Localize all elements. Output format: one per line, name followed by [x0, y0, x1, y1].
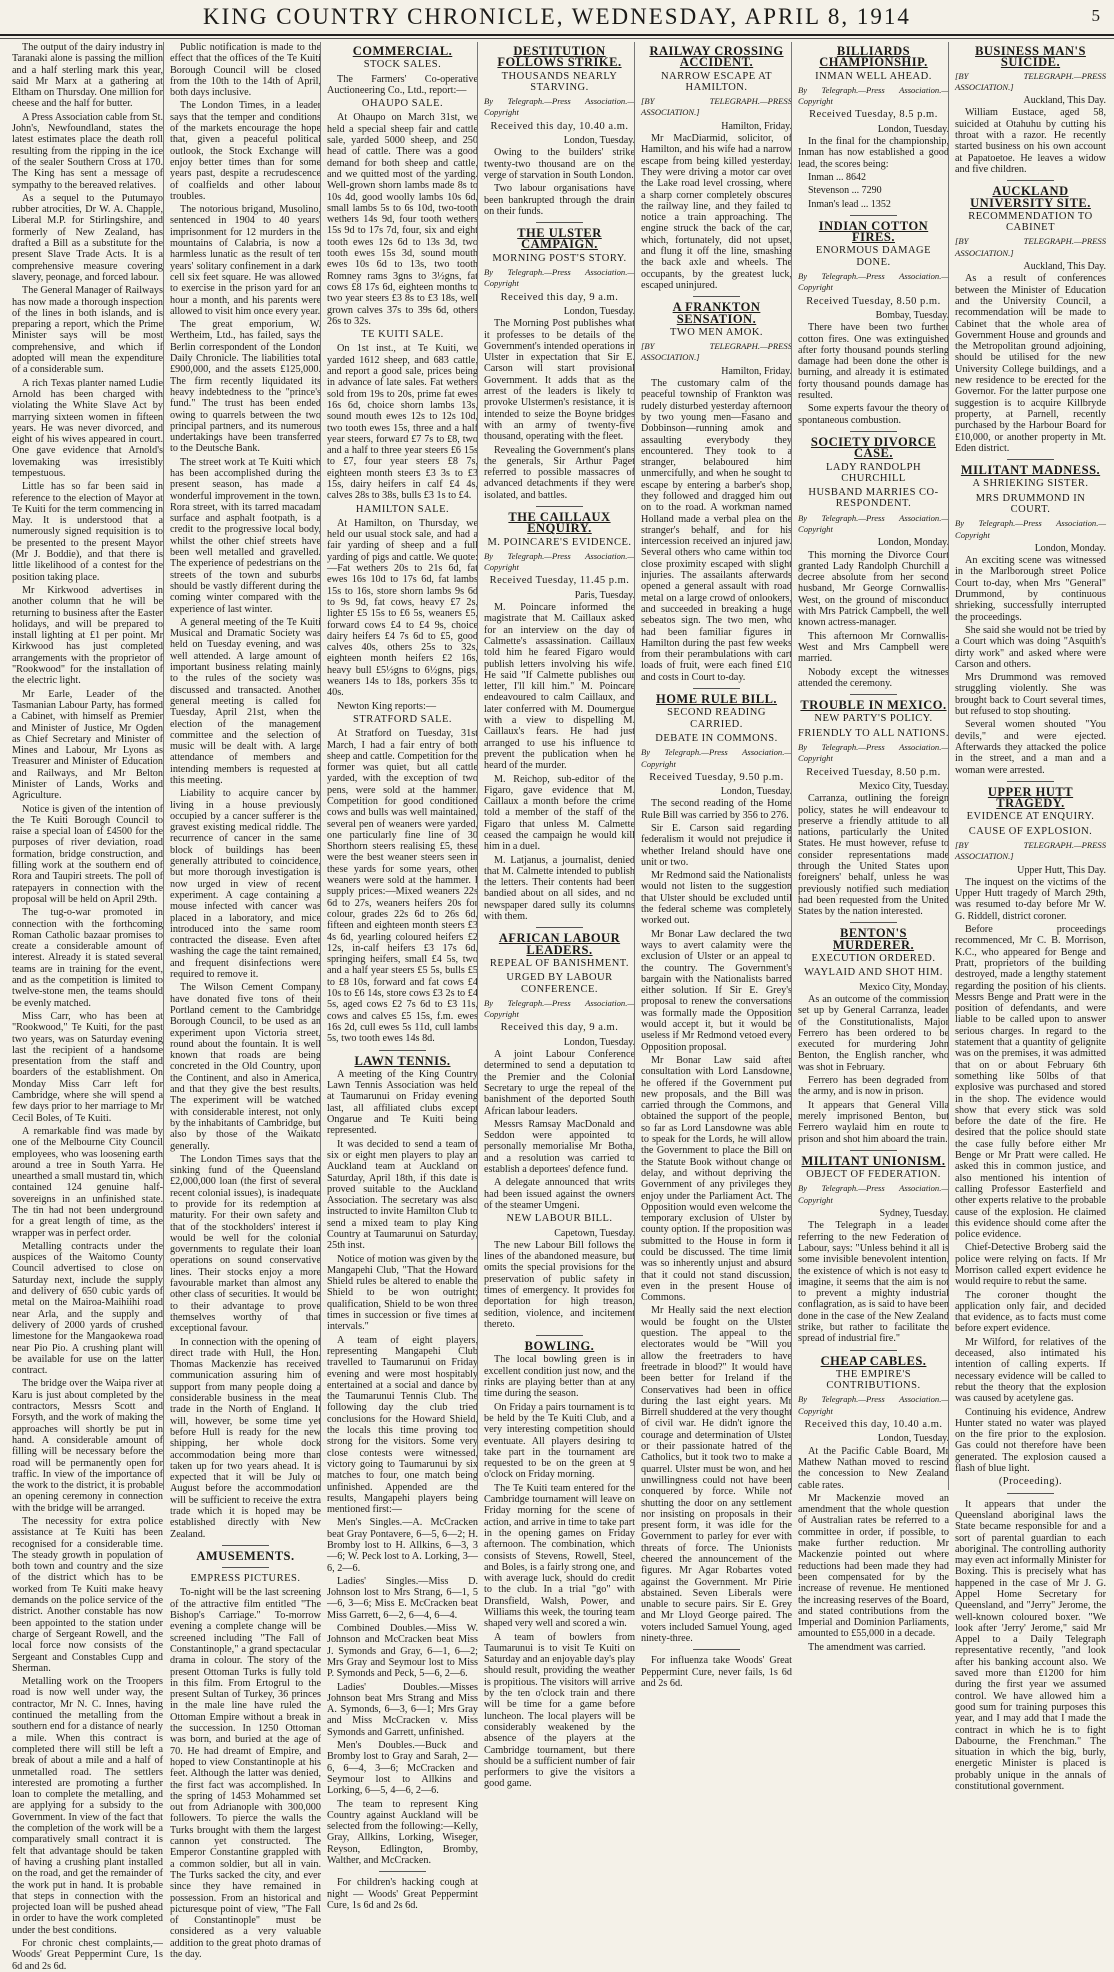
article-paragraph: The tug-o-war promoted in connection with the forthcoming Roman Catholic bazaar promises to create a considerable amount of interest. Already it is stated several teams are in training for the event, and as the competition is limited to twelve-stone men, the teams should be evenly matched. [12, 907, 163, 1009]
article-paragraph: A general meeting of the Te Kuiti Musical and Dramatic Society was held on Tuesday evening, and was well attended. A large amount of important business relating mainly to the rules of the society was discussed and transacted. Another general meeting is called for Tuesday, April 21st, when the election of the management committee and the selection of music will be dealt with. A large attendance of members and intending members is requested at this meeting. [170, 616, 321, 786]
section-subheading: TWO MEN AMOK. [669, 326, 764, 338]
section-subheading: TE KUITI SALE. [361, 329, 444, 341]
byline: [BY TELEGRAPH.—PRESS ASSOCIATION.] [955, 236, 1106, 258]
article-paragraph: William Eustace, aged 58, suicided at Otahuhu by cutting his throat with a razor. He recently started business on his own account at Papatoetoe. He leaves a widow and five children. [955, 107, 1106, 175]
article-paragraph: The team to represent King Country against Auckland will be selected from the following:—Kelly, Gray, Allkins, Lorking, Wiseger, Reyson, Edlington, Bromby, Walther, and McCracken. [327, 1798, 478, 1867]
byline: By Telegraph.—Press Association.—Copyright [641, 747, 792, 769]
section-heading: LAWN TENNIS. [354, 1053, 451, 1068]
article-paragraph: The General Manager of Railways has now made a thorough inspection of the lines in both islands, and is preparing a report, which the Prime Minister says will be most comprehensive, and which if adopted will mean the expenditure of a considerable sum. [12, 285, 163, 376]
dateline: Sydney, Tuesday. [879, 1208, 949, 1220]
article-paragraph: It was decided to send a team of six or eight men players to play an Auckland team at Auckland on Saturday, April 18th, if this date is proved suitable to the Auckland Association. The secretary was also instructed to invite Hamilton Club to send a mixed team to play King Country at Taumarunui on Saturday, 25th inst. [327, 1138, 478, 1252]
section-rule [1007, 459, 1054, 460]
article-paragraph: It appears that under the Queensland aboriginal laws the State became responsible for and a sort of parental guardian to each aboriginal. The controlling authority may even act informally Minister for Boxing. This is precisely what has happened in the case of Mr J. G. Appel Home Secretary for Queensland, and "Jerry" Jerome, the well-known coloured boxer. "We look after 'Jerry' Jerome," said Mr Appel to a Daily Telegraph representative recently, "and look after his banking account also. We saved more than £1200 for him during the first year we assumed control. We have allowed him a good sum for training purposes this year, and I may add that I made the contract in which he is to fight Dabourne, the Frenchman." The situation in which the big, burly, energetic Minister is placed is probably unique in the annals of constitutional government. [955, 1498, 1106, 1793]
article-paragraph: The London Times says that the sinking fund of the Queensland £2,000,000 loan (the first of several recent colonial issues), is inadequate to provide for its redemption at maturity. For their own safety and that of the stockholders' interest it would be well for the colonial governments to regulate their loan operations on sound conservative lines. Their stocks enjoy a more favourable market than almost any other class of securities. It would be to their advantage to prove themselves worthy of that exceptional favour. [170, 1153, 321, 1335]
article-paragraph: Mr Redmond said the Nationalists would not listen to the suggestion that Ulster should be excluded until the federal scheme was completely worked out. [641, 870, 792, 927]
article-paragraph: Chief-Detective Broberg said the police were relying on facts. If Mr Morrison called expert evidence he would require to rebut the same. [955, 1242, 1106, 1288]
article-paragraph: Mr MacDiarmid, solicitor, of Hamilton, and his wife had a narrow escape from being killed yesterday. They were driving a motor car over the Lake road level crossing, where a sharp corner completely obscures the railway line, and they failed to notice a train approaching. The engine struck the back of the car, which, fortunately, did not upset, and flung it off the line, smashing the back axle and wheels. The occupants, by the greatest luck, escaped uninjured. [641, 133, 792, 291]
article-paragraph: Little has so far been said in reference to the election of Mayor at Te Kuiti for the term commencing in May. It is understood that a numerously signed requisition is to be presented to the present Mayor (Mr J. Boddie), and that there is little likelihood of a contest for the position taking place. [12, 481, 163, 583]
byline: [BY TELEGRAPH.—PRESS ASSOCIATION.] [955, 840, 1106, 862]
byline: [BY TELEGRAPH.—PRESS ASSOCIATION.] [641, 96, 792, 118]
article-paragraph: At the Pacific Cable Board, Mr Mathew Nathan moved to rescind the concession to New Zealand cable rates. [798, 1445, 949, 1491]
article-paragraph: Liability to acquire cancer by living in a house previously occupied by a cancer sufferer is the gravest existing medical riddle. The recurrence of cancer in the same block of buildings has been generally attributed to coincidence, but more thorough investigation is now urged in view of recent experiment. A cage containing a mouse infected with cancer was placed in a laboratory, and mice introduced into the same room contracted the disease. Even after washing the cage the taint remained, and frequent disinfections were required to remove it. [170, 788, 321, 981]
article-paragraph: Sir E. Carson said regarding federalism it would not prejudice it whether Ireland should have one unit or two. [641, 823, 792, 868]
byline: By Telegraph.—Press Association.—Copyright [484, 96, 635, 118]
section-heading: DESTITUTION FOLLOWS STRIKE. [497, 44, 622, 70]
section-subheading: ENORMOUS DAMAGE DONE. [815, 245, 932, 268]
article-paragraph: Miss Carr, who has been at "Rookwood," Te Kuiti, for the past two years, was on Saturday evening last the recipient of a handsome presentation from the staff and boarders of the establishment. On Monday Miss Carr left for Cambridge, where she will spend a few days prior to her marriage to Mr Cecil Boles, of Te Kuiti. [12, 1010, 163, 1124]
article-paragraph: Revealing the Government's plans the generals, Sir Arthur Paget referred to possible massacres of advanced detachments if they were isolated, and battles. [484, 444, 635, 501]
section-heading: BILLIARDS CHAMPIONSHIP. [819, 44, 928, 70]
byline: By Telegraph.—Press Association.—Copyright [798, 512, 949, 534]
dateline: London, Tuesday. [563, 305, 635, 317]
section-subheading: NARROW ESCAPE AT HAMILTON. [660, 70, 773, 93]
dateline: Auckland, This Day. [1023, 261, 1106, 273]
article-paragraph: The customary calm of the peaceful township of Frankton was rudely disturbed yesterday afternoon by two young men—Fasano and Dobbinson—running amok and assaulting everybody they encountered. They took to a stranger, belaboured him unmercifully, and when he sought to escape by entering a barber's shop, they followed and dragged him out on to the road. A workman named Holland made a verbal plea on the stranger's behalf, and for his intercession received an injured jaw. Several others who came within too close proximity escaped with slight injuries. The assailants afterwards opened a general assault with road metal on a large crowd of onlookers, and succeeded in breaking a huge sebeatos sign. The two men, who had been familiar figures in Hamilton during the past few weeks from their perambulations with cart loads of fruit, were each fined £10 and costs in Court to-day. [641, 378, 792, 683]
section-subheading: THE EMPIRE'S CONTRIBUTIONS. [826, 1368, 921, 1392]
article-paragraph: M. Latjanus, a journalist, denied that M. Calmette intended to publish the letters. Their contents had been bandied about on all sides, and no newspaper dared sully its columns with them. [484, 854, 635, 923]
section-rule [693, 688, 740, 689]
article-paragraph: Some experts favour the theory of spontaneous combustion. [798, 403, 949, 426]
advertisement-line: For influenza take Woods' Great Peppermint Cure, never fails, 1s 6d and 2s 6d. [641, 1655, 792, 1689]
section-subheading: REPEAL OF BANISHMENT. [489, 957, 630, 969]
article-paragraph: The necessity for extra police assistance at Te Kuiti has been recognised for a considerable time. The steady growth in population of both town and country and the size of the district which has to be worked from Te Kuiti make heavy demands on the police service of the district. Another constable has now been appointed to the station under charge of Sergeant Rowell, and the local force now consists of the Sergeant and Constables Cupp and Sherman. [12, 1516, 163, 1674]
section-rule [379, 1871, 426, 1872]
section-subheading: FRIENDLY TO ALL NATIONS. [798, 727, 949, 739]
section-rule [1007, 781, 1054, 782]
section-subheading: STOCK SALES. [363, 59, 442, 71]
article-paragraph: Men's Doubles.—Buck and Bromby lost to Gray and Sarah, 2—6, 6—4, 3—6; McCracken and Seymour lost to Allkins and Lorking, 6—5, 4—6, 2—6. [327, 1740, 478, 1797]
article-paragraph: Before proceedings recommenced, Mr C. B. Morrison, K.C., who appeared for Benge and Pratt, proprietors of the building destroyed, made a lengthy statement regarding the position of his clients. Messrs Benge and Pratt were in the position of defendants, and were liable to be called upon to answer serious charges. In regard to the statement that a quantity of gelignite was on the premises, it was admitted that on or about February 6th something like 50lbs of that explosive was purchased and stored in the shop. The evidence would show that every stick was sold before the date of the fire. He desired that the police should state the case fully before either Mr Benge or Mr Pratt were called. He asked this in common justice, and also mentioned his intention of calling Professor Easterfield and other experts relative to the probable cause of the explosion. He claimed this evidence should come after the police evidence. [955, 924, 1106, 1241]
article-paragraph: The bridge over the Waipa river at Karu is just about completed by the contractors, Messrs Scott and Forsyth, and the work of making the approaches will shortly be put in hand. A considerable amount of filling will be necessary before the road will be permanently open for traffic. In view of the importance of the work to the district, it is probable an opening ceremony in connection with the bridge will be arranged. [12, 1378, 163, 1514]
score-line: Stevenson ... 7290 [808, 185, 882, 197]
article-paragraph: This morning the Divorce Court granted Lady Randolph Churchill a decree absolute from her second husband, Mr George Cornwallis-West, on the ground of misconduct with Mrs Patrick Campbell, the well known actress-manager. [798, 549, 949, 629]
advertisement-line: For chronic chest complaints,— Woods' Great Peppermint Cure, 1s 6d and 2s 6d. [12, 1937, 163, 1972]
newspaper-title: KING COUNTRY CHRONICLE, WEDNESDAY, APRIL 8, 1914 [203, 4, 911, 29]
article-paragraph: There have been two further cotton fires. One was extinguished after forty thousand pounds sterling damage had been done the other is burning, and already it is estimated forty thousand pounds damage has resulted. [798, 322, 949, 402]
byline: By Telegraph.—Press Association.—Copyright [484, 550, 635, 573]
byline: [BY TELEGRAPH.—PRESS ASSOCIATION.] [955, 70, 1106, 92]
section-subheading: URGED BY LABOUR CONFERENCE. [506, 972, 613, 995]
byline: By Telegraph.—Press Association.—Copyright [798, 1394, 949, 1416]
article-paragraph: At Stratford on Tuesday, 31st March, I had a fair entry of both sheep and cattle. Competition for the former was quiet, but all cattle yarded, with the exception of two pens, were sold at the hammer. Competition for good conditioned cows and bulls was well maintained, several pen of weaners were yarded, one particularly fine line of 30 Shorthorn steers realising £5, these were the best weaner steers seen in these yards for some years, other weaners were sold at the hammer. I supply prices:—Mixed weaners 22s 6d to 27s, weaners heifers 20s for colour, grades 22s 6d to 26s 6d, fifteen and eighteen month steers £3 4s 6d, yearling coloured heifers £2 12s, in-calf heifers £3 17s 6d, springing heifers, small £4 5s, two and a half year steers £5 5s, bulls £5 to £8 10s, forward and fat cows £4 10s to £6 14s, store cows £3 2s to £4 5s, aged cows £2 7s 6d to £3 11s, cows and calves £5 15s, f.m. ewes 16s 2d, cull ewes 5s 11d, cull lambs 5s, two tooth ewes 14s 8d. [327, 728, 478, 1045]
article-paragraph: Several women shouted "You devils," and were ejected. Afterwards they attacked the police in the street, and a man and a woman were arrested. [955, 719, 1106, 776]
score-line: Inman ... 8642 [808, 171, 867, 183]
section-subheading: OBJECT OF FEDERATION. [806, 1169, 941, 1181]
article-paragraph: Mr Bonar Law declared the two ways to avert calamity were the exclusion of Ulster or an appeal to the country. The Government's bargain with the Nationalists barred either solution. If Sir E. Grey's proposal to renew the conversations was formally made the Opposition would accept it, but it would be useless if Mr Redmond vetoed every Opposition proposal. [641, 928, 792, 1053]
article-paragraph: Mr Heally said the next election would be fought on the Ulster question. The appeal to the electorates would be "Will you allow the freetraders to have freetrade in blood?" It would have been better for Ireland if the Conservatives had been in office during the last eight years. Mr Birrell shuddered at the very thought of civil war. He didn't ignore the courage and determination of Ulster or their passionate hatred of the Catholics, but it took two to make a quarrel. Ulster must be won, and her unwillingness could not have been conquered by force. While not shutting the door on any settlement nor insisting on proposals in their present form, it was idle for the Government to parley for ever with threats of force. The Unionists cheered the announcement of the figures. Mr Agar Robartes voted against the Government. Mr Pirie abstained. Seven Liberals were unable to secure pairs. Sir E. Grey and Mr Lloyd George paired. The voters included Samuel Young, aged ninety-three. [641, 1305, 792, 1645]
section-subheading: LADY RANDOLPH CHURCHILL [825, 461, 922, 484]
article-paragraph: The street work at Te Kuiti which has been accomplished during the present season, has made a wonderful improvement in the town. Rora street, with its tarred macadam surface and asphalt footpath, is a credit to the progressive local body, whilst the other chief streets have been well metalled and gravelled. The experience of pedestrians on the streets of the town and suburbs should be vastly different during the coming winter compared with the experience of last winter. [170, 456, 321, 615]
article-paragraph: A rich Texas planter named Ludie Arnold has been charged with violating the White Slave Act by marrying sixteen women in fifteen years. He was never divorced, and eight of his wives appeared in court. One gave evidence that Arnold's lovemaking was irresistibly tempestuous. [12, 377, 163, 479]
page-number: 5 [1091, 6, 1100, 25]
byline: By Telegraph.—Press Association.—Copyright [484, 997, 635, 1020]
article-paragraph: The London Times, in a leader says that the temper and conditions of the markets encourage the hope that, given a peaceful political outlook, the Stock Exchange will enjoy better times than for some years past, despite a recrudescence of coalfields and other labour troubles. [170, 100, 321, 202]
byline: By Telegraph.—Press Association.—Copyright [798, 271, 949, 293]
article-paragraph: The coroner thought the application only fair, and decided that evidence, as to facts must come before expert evidence. [955, 1289, 1106, 1335]
article-paragraph: Continuing his evidence, Andrew Hunter stated no water was played on the fire prior to the explosion. Gas could not therefore have been generated. The explosion caused a flash of blue light. [955, 1406, 1106, 1475]
section-heading: MILITANT UNIONISM. [801, 1153, 946, 1168]
article-paragraph: Men's Singles.—A. McCracken beat Gray Pontavere, 6—5, 6—2; H. Bromby lost to H. Allkins, 6—3, 3—6; W. Peck lost to A. Lorking, 3—6, 2—6. [327, 1517, 478, 1574]
section-rule [850, 1350, 897, 1351]
article-paragraph: A delegate announced that writs had been issued against the owners of the steamer Umgeni. [484, 1177, 635, 1211]
masthead-rule [0, 38, 1114, 39]
section-subheading: OHAUPO SALE. [361, 98, 444, 110]
section-rule [379, 1050, 426, 1051]
score-line: Inman's lead ... 1352 [808, 198, 891, 210]
section-rule [693, 296, 740, 297]
article-paragraph: The Wilson Cement Company have donated five tons of their Portland cement to the Cambridge Borough Council, to be used as an experiment upon Victoria street, round about the fountain. It is well known that roads are being concreted in the Old Country, upon the Continent, and also in America, and that they give the best results. The experiment will be watched with considerable interest, not only by the inhabitants of Cambridge, but also by those of the Waikato generally. [170, 982, 321, 1152]
dateline: London, Tuesday. [877, 123, 949, 135]
dateline: Capetown, Tuesday. [554, 1227, 635, 1239]
column-7 [948, 42, 1112, 1793]
section-heading: CHEAP CABLES. [820, 1353, 927, 1368]
section-heading: AUCKLAND UNIVERSITY SITE. [970, 184, 1091, 210]
section-rule [850, 922, 897, 923]
masthead [0, 0, 1114, 36]
section-subheading: CAUSE OF EXPLOSION. [968, 825, 1093, 837]
section-subheading: MRS DRUMMOND IN COURT. [975, 492, 1086, 515]
article-paragraph: A team of bowlers from Taumarunui is to visit Te Kuiti on Saturday and an enjoyable day's play should result, providing the weather is propitious. The visitors will arrive by the ten o'clock train and there will be time for a game before luncheon. The local players will be considerably weakened by the absence of the players at the Cambridge tournament, but there should be a sufficient number of fair performers to give the visitors a good game. [484, 1631, 635, 1790]
article-paragraph: M. Reichop, sub-editor of the Figaro, gave evidence that M. Caillaux a month before the crime told a member of the staff of the Figaro that unless M. Calmette ceased the campaign he would kill him in a duel. [484, 773, 635, 853]
section-subheading: EXECUTION ORDERED. [811, 953, 936, 965]
article-paragraph: The second reading of the Home Rule Bill was carried by 356 to 276. [641, 798, 792, 821]
dateline: Hamilton, Friday. [721, 365, 792, 377]
section-rule [222, 1567, 269, 1568]
article-paragraph: A team of eight players, representing Mangapehi Club travelled to Taumarunui on Friday evening and were most hospitably entertained at a social and dance by the Taumarunui Tennis Club. The following day the club tried conclusions for the Howard Shield, the locals this time proving too strong for the visitors. Some very close contests were witnessed, victory going to Taumarunui by six matches to four, one match being unfinished. Appended are the results, Mangapehi players being mentioned first:— [327, 1334, 478, 1516]
article-paragraph: The Telegraph in a leader referring to the new Federation of Labour, says: "Unless behind it all is some invisible benevolent intention, the existence of which is not easy to imagine, it seems that the aim is not to prevent a mighty industrial conflagration, as is said to have been done in the case of the New Zealand strike, but rather to facilitate the spread of industrial fire." [798, 1220, 949, 1345]
article-paragraph: At Hamilton, on Thursday, we held our usual stock sale, and had a fair yarding of sheep and a full yarding of pigs and cattle. We quote:—Fat wethers 20s to 21s 6d, fat ewes 16s 10d to 17s 6d, fat lambs 15s to 16s, store shorn lambs 9s 6d to 9s 9d, fat cows, heavy £7 2s, lighter £5 15s to £6 5s, weaners £5, forward cows £4 to £4 9s, choice dairy heifers £4 7s 6d to £5, good calves 40s, others 25s to 32s, eighteen month heifers £2 16s, heavy bull £5½gns to 6½gns, pigs, weaners 14s to 18s, porkers 35s to 40s. [327, 517, 478, 699]
section-subheading: WAYLAID AND SHOT HIM. [804, 967, 943, 979]
section-rule [850, 215, 897, 216]
section-rule [850, 431, 897, 432]
received-line: Received this day, 9 a.m. [500, 291, 619, 303]
article-paragraph: As an outcome of the commission set up by General Carranza, leader of the Constitutionalists, Major Ferrero has been ordered to be executed for murdering John Benton, the English rancher, who was shot in February. [798, 993, 949, 1073]
article-paragraph: As a result of conferences between the Minister of Education and the University Council, a recommendation will be made to Cabinet that the whole area of Government House and grounds and the Metropolitan ground adjoining, should be utilised for the new University College buildings, and a new residence to be erected for the Governor. For the latter purpose one suggestion is to acquire Killbryde property, at Parnell, recently purchased by the Harbour Board for £10,000, or another property in Mt. Eden district. [955, 273, 1106, 454]
section-subheading: STRATFORD SALE. [352, 713, 453, 725]
dateline: Upper Hutt, This Day. [1017, 864, 1106, 876]
byline: By Telegraph.—Press Association.—Copyright [484, 267, 635, 289]
article-paragraph: In connection with the opening of direct trade with Hull, the Hon. Thomas Mackenzie has received communication assuring him of support from many people doing a considerable business in the meat trade in the North of England. It will, however, be some time yet before Hull is ready for the new shipping, her whole dock accommodation being more than taken up for two years ahead. It is expected that it will be July or August before the accommodation will be sufficient to receive the extra trade which it is hoped may be established directly with New Zealand. [170, 1336, 321, 1540]
article-paragraph: To-night will be the last screening of the attractive film entitled "The Bishop's Carriage." To-morrow evening a complete change will be screened including "The Fall of Constantinople," a grand spectacular drama in colour. The story of the present Ottoman Turks is fully told in this film. From Ertogrul to the present Sultan of Turkey, 36 princes in the male line have ruled the Ottoman Empire without a break in the succession. In 1250 Ottoman was born, and buried at the age of 70. He had dreamt of Empire, and hoped to view Constantinople at his feet. Although the latter was denied, the first fact was accomplished. In the spring of 1453 Mohammed set out from Adrianople with 300,000 followers. To pierce the walls the Turks brought with them the largest cannon yet constructed. The Emperor Constantine grappled with a common soldier, but all in vain. The Turks sacked the city, and ever since they have remained in possession. From an historical and picturesque point of view, "The Fall of Constantinople" must be considered as a very valuable addition to the great photo dramas of the day. [170, 1587, 321, 1960]
article-paragraph: The great emporium, W. Wertheim, Ltd., has failed, says the Berlin correspondent of the London Daily Chronicle. The liabilities total £900,000, and the assets £125,000. The firm recently liquidated its heavy indebtedness to the "prince's fund." The trust has been ended owing to quarrels between the two principal partners, and its numerous undertakings have been transferred to the Deutsche Bank. [170, 319, 321, 455]
article-paragraph: The notorious brigand, Musolino, sentenced in 1904 to 40 years' imprisonment for 12 murders in the mountains of Calabria, is now a harmless lunatic as the result of ten years' solitary confinement in a dark cell six feet square. He was allowed to exercise in the prison yard for an hour a month, and his parents were allowed to visit him once every year. [170, 204, 321, 317]
article-paragraph: Combined Doubles.—Miss W. Johnson and McCracken beat Miss J. Symonds and Gray, 6—1, 6—2; Mrs Gray and Seymour lost to Miss P. Symonds and Peck, 5—6, 2—6. [327, 1623, 478, 1680]
article-paragraph: A joint Labour Conference determined to send a deputation to the Premier and the Colonial Secretary to urge the repeal of the banishment of the deported South African labour leaders. [484, 1049, 635, 1117]
article-paragraph: As a sequel to the Putumayo rubber atrocities, Dr W. A. Chapple, Liberal M.P. for Stirlingshire, and formerly of New Zealand, has drafted a Bill as a substitute for the present Slave Trade Acts. It is a comprehensive measure covering slavery, peonage, and forced labour. [12, 192, 163, 283]
byline: [BY TELEGRAPH.—PRESS ASSOCIATION.] [641, 341, 792, 363]
section-subheading: EMPRESS PICTURES. [190, 1573, 301, 1585]
section-subheading: MORNING POST'S STORY. [492, 252, 627, 264]
dateline: Mexico City, Monday. [859, 981, 949, 993]
article-paragraph: This afternoon Mr Cornwallis-West and Mrs Campbell were married. [798, 630, 949, 665]
dateline: London, Tuesday. [563, 135, 635, 147]
received-line: Received this day, 10.40 a.m. [490, 120, 629, 132]
received-line: Received this day, 9 a.m. [500, 1022, 619, 1034]
article-paragraph: Public notification is made to the effect that the offices of the Te Kuiti Borough Council will be closed from the 10th to the 14th of April, both days inclusive. [170, 42, 321, 99]
article-paragraph: Metalling work on the Troopers road is now well under way, the contractor, Mr N. C. Innes, having continued the metalling from the southern end for a distance of nearly a mile. When this contract is completed there will still be left a break of about a mile and a half of unmetalled road. The settlers interested are promoting a further loan to complete the metalling, and are applying for a subsidy to the Government. In view of the fact that the completion of the work will be a comparatively small contract it is felt that advantage should be taken of having a crushing plant installed on the road, and get the remainder of the work put in hand. It is probable that steps in connection with the projected loan will be pushed ahead in order to have the work completed under the best conditions. [12, 1676, 163, 1936]
article-paragraph: Metalling contracts under the auspices of the Waitomo County Council advertised to close on Saturday next, include the supply and delivery of 650 cubic yards of metal on the Mairoa-Maihiihi road near Arla, and the supply and delivery of 2000 yards of crushed limestone for the Mangaokewa road near Pio Pio. A crushing plant will be available for use on the latter contract. [12, 1240, 163, 1377]
section-rule [693, 1649, 740, 1650]
article-paragraph: At Ohaupo on March 31st, we held a special sheep fair and cattle sale, yarded 5000 sheep, and 250 head of cattle. There was a good demand for both sheep and cattle, and we quitted most of the yarding. Well-grown shorn lambs made 8s to 10s 4d, good woolly lambs 10s 6d, small lambs 5s to 6s 10d, two-tooth wethers 14s 9d, four tooth wethers 15s 9d to 17s 7d, four, six and eight tooth ewes 12s 6d to 13s 3d, two tooth ewes 15s 3d, sound mouth ewes 10s 6d to 13s, two tooth Romney rams 3gns to 3½gns, fat cows £8 17s 6d, eighteen months to two year steers £3 8s to £3 18s, well grown calves 37s to 39s 6d, others 26s to 32s. [327, 112, 478, 327]
received-line: Received Tuesday, 8.50 p.m. [806, 295, 941, 307]
column-3 [320, 42, 484, 1911]
section-subheading: HAMILTON SALE. [355, 503, 450, 515]
column-2 [163, 42, 327, 1960]
section-subheading: DEBATE IN COMMONS. [655, 732, 778, 744]
article-paragraph: The inquest on the victims of the Upper Hutt tragedy of March 29th, was resumed to-day before Mr W. G. Riddell, district coroner. [955, 876, 1106, 922]
section-subheading: INMAN WELL AHEAD. [815, 70, 932, 82]
section-heading: TROUBLE IN MEXICO. [800, 698, 947, 713]
article-paragraph: Mr Wilford, for relatives of the deceased, also intimated his intention of calling experts. If necessary evidence will be called to rebut the theory that the explosion was caused by acetylene gas. [955, 1336, 1106, 1405]
article-paragraph: Mr Earle, Leader of the Tasmanian Labour Party, has formed a Cabinet, with himself as Premier and Minister of Justice, Mr Ogden as Chief Secretary and Minister of Mines and Labour, Mr Lyons as Treasurer and Minister of Education and Railways, and Mr Belton Minister of Lands, Works and Agriculture. [12, 688, 163, 802]
article-paragraph: Mr Mackenzie moved an amendment that the whole question of Australian rates be referred to a committee in order, if possible, to make further reduction. Mr Mackenzie pointed out where reductions had been made they had been compensated for by the increase of revenue. He mentioned the increasing reserves of the Board, and stated contributions from the Imperial and Dominion Parliaments, amounted to £55,000 in a decade. [798, 1492, 949, 1640]
section-heading: COMMERCIAL. [352, 44, 453, 58]
section-rule [536, 927, 583, 928]
byline: By Telegraph.—Press Association.—Copyright [798, 742, 949, 764]
article-paragraph: The new Labour Bill follows the lines of the abandoned measure, but omits the special provisions for the preservation of public safety in times of emergency. It provides for deportation for high treason, sedition, violence, and incitement thereto. [484, 1239, 635, 1330]
received-line: Received this day, 10.40 a.m. [804, 1419, 943, 1431]
dateline: London, Tuesday. [877, 1433, 949, 1445]
section-heading: BENTON'S MURDERER. [832, 926, 915, 952]
section-rule [222, 1545, 269, 1546]
section-heading: BOWLING. [524, 1339, 595, 1354]
dateline: Mexico City, Tuesday. [859, 780, 949, 792]
article-paragraph: Messrs Ramsay MacDonald and Seddon were appointed to personally memorialise Mr Botha, and a resolution was carried to establish a deportees' defence fund. [484, 1118, 635, 1176]
section-heading: BUSINESS MAN'S SUICIDE. [975, 44, 1086, 70]
section-heading: AMUSEMENTS. [196, 1548, 295, 1563]
received-line: Received Tuesday, 9.50 p.m. [649, 771, 784, 783]
article-paragraph: Carranza, outlining the foreign policy, states he will endeavour to preserve a friendly attitude to all nations, particularly the United States. He must however, refuse to consider representations made through the United States upon foreigners' behalf, unless he was previously notified such mediation had been requested from the United States by the nation interested. [798, 793, 949, 918]
section-heading: RAILWAY CROSSING ACCIDENT. [649, 44, 784, 70]
article-paragraph: The Farmers' Co-operative Auctioneering Co., Ltd., report:— [327, 73, 478, 96]
section-rule [850, 694, 897, 695]
proceeding-note: (Proceeding). [998, 1476, 1063, 1488]
section-heading: A FRANKTON SENSATION. [672, 300, 761, 326]
section-subheading: NEW LABOUR BILL. [506, 1213, 613, 1225]
article-paragraph: The local bowling green is in excellent condition just now, and the rinks are playing better than at any time during the season. [484, 1354, 635, 1400]
column-6 [791, 42, 955, 1653]
byline: By Telegraph.—Press Association.—Copyright [798, 84, 949, 107]
article-paragraph: Notice of motion was given by the Mangapehi Club, "That the Howard Shield rules be altered to enable the Shield to be won outright; qualification, Shield to be won three times in succession or five times at intervals." [327, 1253, 478, 1333]
dateline: Hamilton, Friday. [721, 120, 792, 132]
dateline: London, Tuesday. [563, 1036, 635, 1048]
section-rule [1007, 1493, 1054, 1494]
article-paragraph: A remarkable find was made by one of the Melbourne City Council employees, who was loosening earth around a tree in South Yarra. He unearthed a small mustard tin, which contained 124 genuine half-sovereigns in an unfinished state. The tin had not been underground for a great length of time, as the wrapper was in perfect order. [12, 1125, 163, 1239]
article-paragraph: Ladies' Singles.—Miss D. Johnson lost to Mrs Strang, 6—1, 5—6, 3—6; Miss E. McCracken beat Miss Garrett, 6—2, 6—4, 6—4. [327, 1575, 478, 1621]
section-heading: THE ULSTER CAMPAIGN. [517, 226, 602, 252]
article-paragraph: On 1st inst., at Te Kuiti, we yarded 1612 sheep, and 683 cattle, and report a good sale, prices being in advance of late sales. Fat wethers sold from 19s to 20s, prime fat ewes 16s 6d, choice shorn lambs 13s, sound mouth ewes 12s to 12s 10d, two tooth ewes 15s, three and a half year steers, forward £7 7s to £8, two and a half to three year steers £6 15s to £7, four year steers £8 7s, eighteen month steers £3 3s to £3 15s, dairy heifers in calf £4 4s, calves 28s to 38s, bulls £3 1s to £4. [327, 343, 478, 502]
section-subheading: NEW PARTY'S POLICY. [814, 713, 933, 725]
dateline: Auckland, This Day. [1023, 95, 1106, 107]
section-rule [536, 1335, 583, 1336]
article-paragraph: Ladies' Doubles.—Misses Johnson beat Mrs Strang and Miss A. Symonds, 6—3, 6—1; Mrs Gray and Miss McCracken v. Miss Symonds and Garrett, unfinished. [327, 1681, 478, 1738]
section-subheading: M. POINCARE'S EVIDENCE. [487, 536, 632, 548]
byline: By Telegraph.—Press Association.—Copyright [798, 1183, 949, 1205]
article-paragraph: On Friday a pairs tournament is to be held by the Te Kuiti Club, and a very interesting competition should eventuate. All players desiring to take part in the tournament are requested to be on the green at 9 o'clock on Friday morning. [484, 1401, 635, 1481]
section-heading: UPPER HUTT TRAGEDY. [987, 784, 1074, 811]
article-paragraph: M. Poincare informed the magistrate that M. Caillaux asked for an interview on the day of Calmette's assassination. Caillaux told him he feared Figaro would publish letters involving his wife. He said "If Calmette publishes our letter, I'll kill him." M. Poincare endeavoured to calm Caillaux, and later conferred with M. Doumergue with a view to dispelling M. Caillaux's fears. He had just arranged to use his influence to prevent the publication when he heard of the murder. [484, 602, 635, 772]
received-line: Received Tuesday, 11.45 p.m. [489, 575, 630, 587]
article-paragraph: Nobody except the witnesses attended the ceremony. [798, 666, 949, 689]
article-paragraph: The Morning Post publishes what it professes to be details of the Government's intended operations in Ulster in expectation that Sir E. Carson will start provisional Government. It adds that as the arrest of the leaders is likely to provoke Ulstermen's resistance, it is intended to seize the Boyne bridges with an army of twenty-five thousand, operating with the fleet. [484, 318, 635, 443]
article-paragraph: It appears that General Villa merely imprisoned Benton, but Ferrero waylaid him en route to prison and shot him aboard the train. [798, 1099, 949, 1145]
article-paragraph: Two labour organisations have been bankrupted through the drain on their funds. [484, 183, 635, 217]
article-paragraph: She said she would not be tried by a Court which was doing "Asquith's dirty work" and asked where were Carson and others. [955, 624, 1106, 670]
section-rule [536, 506, 583, 507]
section-rule [850, 1150, 897, 1151]
column-4 [477, 42, 641, 1790]
section-heading: MILITANT MADNESS. [960, 463, 1101, 478]
dateline: London, Monday. [1034, 542, 1106, 554]
article-paragraph: Ferrero has been degraded from the army, and is now in prison. [798, 1075, 949, 1098]
page-columns [6, 42, 1110, 1972]
article-paragraph: In the final for the championship, Inman has now established a good lead, the scores being: [798, 136, 949, 170]
advertisement-line: For children's hacking cough at night — Woods' Great Peppermint Cure, 1s 6d and 2s 6d. [327, 1877, 478, 1911]
received-line: Received Tuesday, 8.5 p.m. [809, 109, 938, 121]
section-subheading: HUSBAND MARRIES CO-RESPONDENT. [808, 487, 939, 510]
dateline: London, Monday. [877, 537, 949, 549]
dateline: London, Tuesday. [720, 786, 792, 798]
article-paragraph: A meeting of the King Country Lawn Tennis Association was held at Taumarunui on Friday evening last, all affiliated clubs except Ongarue and Te Kuiti being represented. [327, 1068, 478, 1137]
article-paragraph: Notice is given of the intention of the Te Kuiti Borough Council to raise a special loan of £4500 for the purposes of river deviation, road formation, bridge construction, and filling work at the southern end of Rora and Taupiri streets. The poll of ratepayers in connection with the proposal will be held on April 29th. [12, 803, 163, 905]
article-paragraph: Mr Kirkwood advertises in another column that he will be returning to business after the Easter holidays, and will be prepared to install lighting at £1 per point. Mr Kirkwood has just completed arrangements with the proprietor of "Rookwood" for the installation of the electric light. [12, 584, 163, 687]
section-heading: SOCIETY DIVORCE CASE. [810, 434, 937, 461]
article-paragraph: Owing to the builders' strike twenty-two thousand are on the verge of starvation in South London. [484, 147, 635, 181]
article-paragraph: The amendment was carried. [808, 1641, 926, 1653]
section-subheading: THOUSANDS NEARLY STARVING. [501, 70, 618, 93]
article-paragraph: Newton King reports:— [337, 700, 437, 712]
section-subheading: RECOMMENDATION TO CABINET [968, 210, 1093, 234]
dateline: Paris, Tuesday. [574, 589, 635, 601]
column-5 [634, 42, 798, 1689]
section-heading: THE CAILLAUX ENQUIRY. [508, 509, 611, 536]
section-subheading: EVIDENCE AT ENQUIRY. [966, 811, 1095, 823]
section-subheading: SECOND READING CARRIED. [667, 707, 766, 730]
article-paragraph: Mrs Drummond was removed struggling violently. She was brought back to Court several times, but refused to stop shouting. [955, 672, 1106, 718]
section-subheading: A SHRIEKING SISTER. [972, 478, 1089, 490]
article-paragraph: A Press Association cable from St. John's, Newfoundland, states the latest estimates place the death roll resulting from the ripping in the ice of the sealer Southern Cross at 170. The King has sent a message of sympathy to the bereaved relatives. [12, 111, 163, 191]
dateline: Bombay, Tuesday. [875, 309, 949, 321]
section-rule [1007, 180, 1054, 181]
section-heading: INDIAN COTTON FIRES. [818, 218, 929, 245]
section-heading: AFRICAN LABOUR LEADERS. [498, 931, 621, 957]
section-rule [536, 222, 583, 223]
section-heading: HOME RULE BILL. [655, 692, 778, 707]
column-1 [6, 42, 169, 1972]
article-paragraph: Mr Bonar Law said after consultation with Lord Lansdowne, he offered if the Government put new proposals, and the Bill was carried through the Commons, and obtained the support of the people, so far as Lord Lansdowne was able to speak for the Lords, he will allow the Government to place the Bill on the Statute Book without change or delay, and without depriving the Government of any privileges they enjoy under the Parliament Act. The Opposition would even welcome the temporary exclusion of Ulster by county option. If the proposition was submitted to the House in form it could be discussed. The time limit was so inherently unjust and absurd that it could not stand discussion, even in the present House of Commons. [641, 1054, 792, 1304]
received-line: Received Tuesday, 8.50 p.m. [806, 766, 941, 778]
article-paragraph: The output of the dairy industry in Taranaki alone is passing the million and a half sterling mark this year, said Mr Marx at a gathering at Eltham on Thursday. One million for cheese and the half for butter. [12, 42, 163, 110]
article-paragraph: An exciting scene was witnessed in the Marlborough street Police Court to-day, when Mrs "General" Drummond, by continuous shrieking, successfully interrupted the proceedings. [955, 555, 1106, 623]
article-paragraph: The Te Kuiti team entered for the Cambridge tournament will leave on Friday morning for the scene of action, and arrive in time to take part in the opening games on Friday afternoon. The combination, which consists of Stevens, Rowell, Steel, and Boles, is a fairly strong one, and with average luck, should do credit to the club. In a trial "go" with Dransfield, Walsh, Power, and Williams this week, the touring team shaped very well and scored a win. [484, 1482, 635, 1630]
byline: By Telegraph.—Press Association.—Copyright [955, 518, 1106, 540]
